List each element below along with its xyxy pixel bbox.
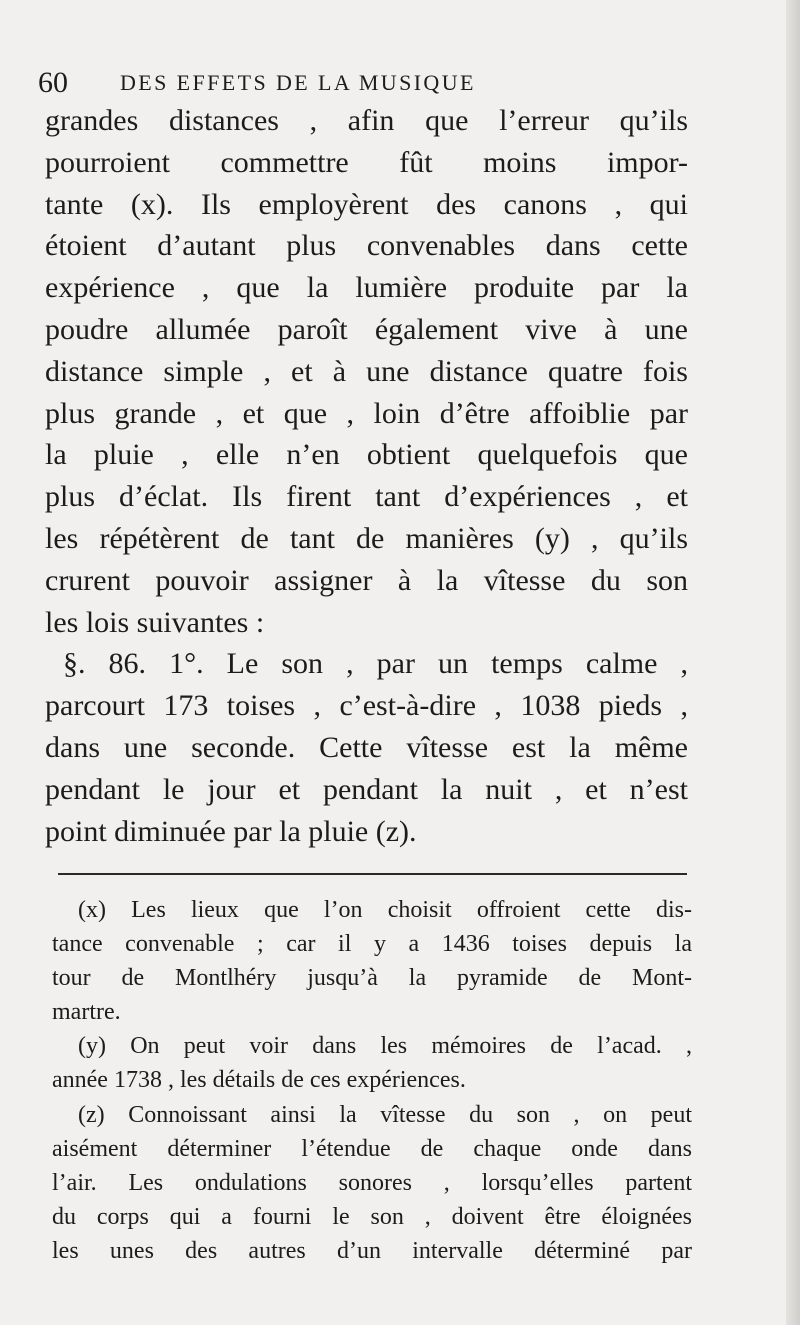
body-line: grandes distances , afin que l’erreur qu’ils	[45, 104, 688, 137]
footnote-line: l’air. Les ondulations sonores , lorsqu’elles partent	[52, 1169, 692, 1196]
body-line: dans une seconde. Cette vîtesse est la même	[45, 730, 688, 764]
body-line: pendant le jour et pendant la nuit , et n’est	[45, 772, 688, 806]
footnote-line: tance convenable ; car il y a 1436 toises depuis la	[52, 931, 692, 958]
body-line: pourroient commettre fût moins impor-	[45, 145, 688, 179]
body-line: poudre allumée paroît également vive à une	[45, 312, 688, 346]
body-line: plus grande , et que , loin d’être affoiblie par	[45, 396, 688, 430]
body-line: la pluie , elle n’en obtient quelquefois que	[45, 438, 688, 472]
footnote-line: les unes des autres d’un intervalle déterminé par	[52, 1237, 692, 1264]
body-line: expérience , que la lumière produite par la	[45, 271, 688, 305]
running-title: DES EFFETS DE LA MUSIQUE	[120, 70, 476, 95]
body-text	[45, 100, 688, 852]
body-line: plus d’éclat. Ils firent tant d’expériences , et	[45, 480, 688, 514]
footnote-line: du corps qui a fourni le son , doivent être éloignées	[52, 1203, 692, 1230]
footnote-z: (z) Connoissant ainsi la vîtesse du son , on peut	[78, 1101, 692, 1128]
footnote-line: année 1738 , les détails de ces expériences.	[52, 1067, 466, 1094]
footnote-line: tour de Montlhéry jusqu’à la pyramide de Mont-	[52, 965, 692, 992]
body-line: les répétèrent de tant de manières (y) , qu’ils	[45, 521, 688, 555]
footnote-y: (y) On peut voir dans les mémoires de l’acad. ,	[78, 1033, 692, 1060]
body-line: crurent pouvoir assigner à la vîtesse du son	[45, 563, 688, 597]
body-line: tante (x). Ils employèrent des canons , qui	[45, 187, 688, 221]
page-number: 60	[38, 66, 68, 99]
body-line: distance simple , et à une distance quatre fois	[45, 354, 688, 388]
footnotes	[52, 893, 692, 1268]
footnote-line: martre.	[52, 999, 121, 1026]
body-line: point diminuée par la pluie (z).	[45, 814, 417, 848]
section-86-start: §. 86. 1°. Le son , par un temps calme ,	[63, 647, 688, 681]
footnote-x: (x) Les lieux que l’on choisit offroient cette dis-	[78, 897, 692, 923]
body-line: parcourt 173 toises , c’est-à-dire , 1038 pieds ,	[45, 689, 688, 723]
page-header	[38, 64, 758, 104]
body-line: étoient d’autant plus convenables dans cette	[45, 229, 688, 263]
page-edge	[786, 0, 800, 1325]
footnote-rule	[58, 873, 687, 875]
footnote-line: aisément déterminer l’étendue de chaque onde dans	[52, 1135, 692, 1162]
body-line: les lois suivantes :	[45, 605, 265, 639]
